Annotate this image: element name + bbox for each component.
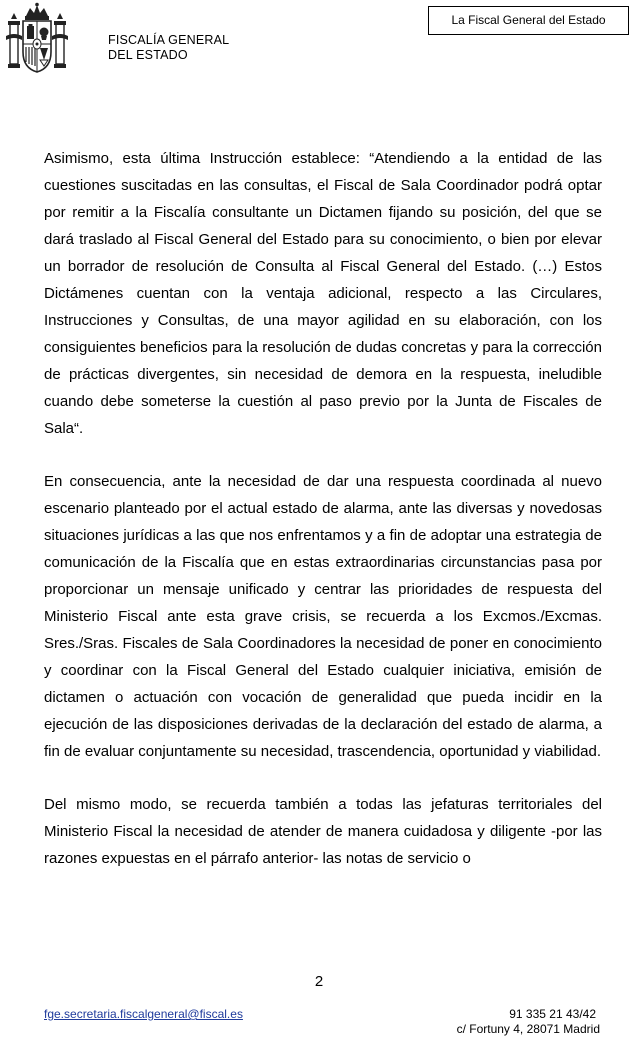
footer-email-link[interactable]: fge.secretaria.fiscalgeneral@fiscal.es [44, 1007, 243, 1021]
paragraph-2: En consecuencia, ante la necesidad de dar una respuesta coordinada al nuevo escenario planteado por el actual estado de alarma, ante las diversas y novedosas situaciones jurídicas a las que nos enfrentamos y a fin de adoptar una estrategia de comunicación de la Fiscalía que en estas extraordinarias circunstancias pasa por proporcionar un mensaje unificado y centrar las prioridades de respuesta del Ministerio Fiscal ante esta grave crisis, se recuerda a los Excmos./Excmas. Sres./Sras. Fiscales de Sala Coordinadores la necesidad de poner en conocimiento y coordinar con la Fiscal General del Estado cualquier iniciativa, emisión de dictamen o actuación con vocación de generalidad que pueda incidir en la ejecución de las disposiciones derivadas de la declaración del estado de alarma, a fin de evaluar conjuntamente su necesidad, trascendencia, oportunidad y viabilidad. [44, 473, 602, 760]
page-number: 2 [314, 973, 324, 990]
organization-name-line-2: DEL ESTADO [108, 48, 188, 62]
header-title-box: La Fiscal General del Estado [428, 6, 629, 35]
footer-address: c/ Fortuny 4, 28071 Madrid [456, 1022, 600, 1036]
coat-of-arms-logo [4, 2, 70, 78]
organization-name [108, 33, 229, 63]
document-body [44, 145, 602, 898]
footer-contact [457, 1007, 600, 1037]
organization-name-line-1: FISCALÍA GENERAL [108, 33, 230, 47]
paragraph-1: Asimismo, esta última Instrucción establece: “Atendiendo a la entidad de las cuestiones suscitadas en las consultas, el Fiscal de Sala Coordinador podrá optar por remitir a la Fiscalía consultante un Dictamen fijando su posición, del que se dará traslado al Fiscal General del Estado para su conocimiento, o bien por elevar un borrador de resolución de Consulta al Fiscal General del Estado. (…) Estos Dictámenes cuentan con la ventaja adicional, respecto a las Circulares, Instrucciones y Consultas, de una mayor agilidad en su elaboración, con los consiguientes beneficios para la resolución de dudas concretas y para la corrección de prácticas divergentes, sin necesidad de demora en la respuesta, ineludible cuando debe someterse la cuestión al paso previo por la Junta de Fiscales de Sala“. [44, 150, 602, 437]
paragraph-3: Del mismo modo, se recuerda también a todas las jefaturas territoriales del Ministerio Fiscal la necesidad de atender de manera cuidadosa y diligente -por las razones expuestas en el párrafo anterior- las notas de servicio o [44, 796, 602, 867]
footer-phone: 91 335 21 43/42 [509, 1007, 596, 1021]
